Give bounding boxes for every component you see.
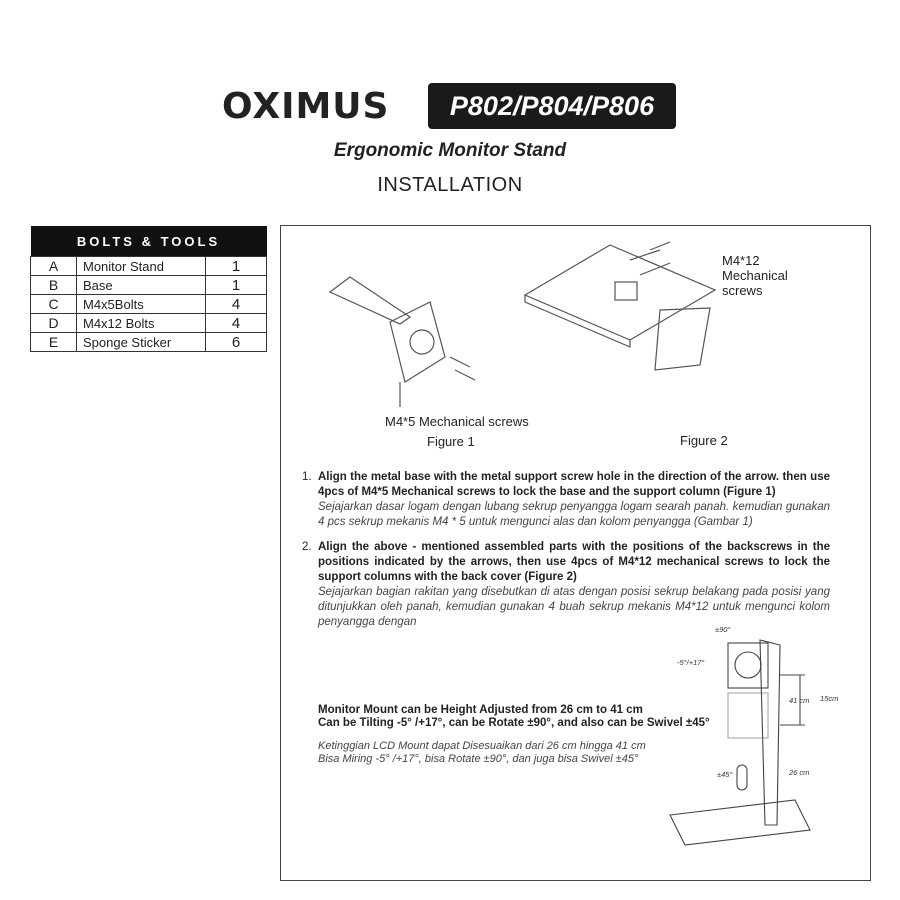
name: Monitor Stand <box>77 257 206 276</box>
name: Sponge Sticker <box>77 333 206 352</box>
height-adjust-text: Monitor Mount can be Height Adjusted from 26 cm to 41 cm <box>318 704 643 716</box>
step-text-id: Sejajarkan dasar logam dengan lubang sekrup penyangga logam searah panah. kemudian gunakan 4 pcs sekrup mekanis M4 * 5 untuk mengunci alas dan kolom penyangga (Gambar 1) <box>318 501 830 528</box>
figure-2-label: M4*12 Mechanical screws <box>722 253 788 298</box>
letter: A <box>31 257 77 276</box>
table-row <box>31 333 267 352</box>
swivel-label: ±45° <box>717 770 733 779</box>
qty: 1 <box>206 257 267 276</box>
qty: 4 <box>206 314 267 333</box>
step-2 <box>302 540 830 630</box>
height-adjust-text-id: Ketinggian LCD Mount dapat Disesuaikan dari 26 cm hingga 41 cm <box>318 740 646 752</box>
brand-logo: OXIMUS <box>222 86 390 127</box>
tilt-rotate-text: Can be Tilting -5° /+17°, can be Rotate ±90°, and also can be Swivel ±45° <box>318 717 710 729</box>
letter: E <box>31 333 77 352</box>
bolts-tools-table <box>30 226 267 352</box>
letter: B <box>31 276 77 295</box>
table-row <box>31 314 267 333</box>
figure-1-caption: Figure 1 <box>427 434 475 449</box>
step-number: 2. <box>302 541 312 553</box>
table-row <box>31 257 267 276</box>
qty: 1 <box>206 276 267 295</box>
figure-2-illustration <box>520 240 720 380</box>
name: M4x5Bolts <box>77 295 206 314</box>
tilt-label: -5°/+17° <box>677 658 705 667</box>
step-text-en: Align the above - mentioned assembled parts with the positions of the backscrews in the positions indicated by the arrows, then use 4pcs of M4*12 mechanical screws to lock the support columns with the back cover (Figure 2) <box>318 541 830 583</box>
qty: 6 <box>206 333 267 352</box>
table-row <box>31 276 267 295</box>
letter: C <box>31 295 77 314</box>
step-number: 1. <box>302 471 312 483</box>
step-text-id: Sejajarkan bagian rakitan yang disebutkan di atas dengan posisi sekrup belakang pada posisi yang ditunjukkan oleh panah, kemudian gunakan 4 buah sekrup mekanis M4*12 untuk mengunci kolom penyangga dengan <box>318 586 830 628</box>
letter: D <box>31 314 77 333</box>
figure-1-illustration <box>320 262 480 412</box>
figure-2-caption: Figure 2 <box>680 433 728 448</box>
tilt-rotate-text-id: Bisa Miring -5° /+17°, bisa Rotate ±90°, dan juga bisa Swivel ±45° <box>318 753 639 765</box>
name: M4x12 Bolts <box>77 314 206 333</box>
table-row <box>31 295 267 314</box>
section-title: INSTALLATION <box>377 174 523 196</box>
product-subtitle: Ergonomic Monitor Stand <box>333 140 567 161</box>
adjust-text-en <box>318 704 710 730</box>
adjust-text-id <box>318 740 646 766</box>
height-15-label: 15cm <box>820 694 839 703</box>
stand-diagram <box>665 620 845 852</box>
height-41-label: 41 cm <box>789 696 810 705</box>
step-1 <box>302 470 830 530</box>
figure-1-label: M4*5 Mechanical screws <box>385 414 529 429</box>
table-title: BOLTS & TOOLS <box>31 226 267 257</box>
name: Base <box>77 276 206 295</box>
rotate-label: ±90° <box>715 625 731 634</box>
step-text-en: Align the metal base with the metal support screw hole in the direction of the arrow. then use 4pcs of M4*5 Mechanical screws to lock the base and the support column (Figure 1) <box>318 471 830 498</box>
height-26-label: 26 cm <box>789 768 810 777</box>
qty: 4 <box>206 295 267 314</box>
model-badge: P802/P804/P806 <box>428 83 676 129</box>
